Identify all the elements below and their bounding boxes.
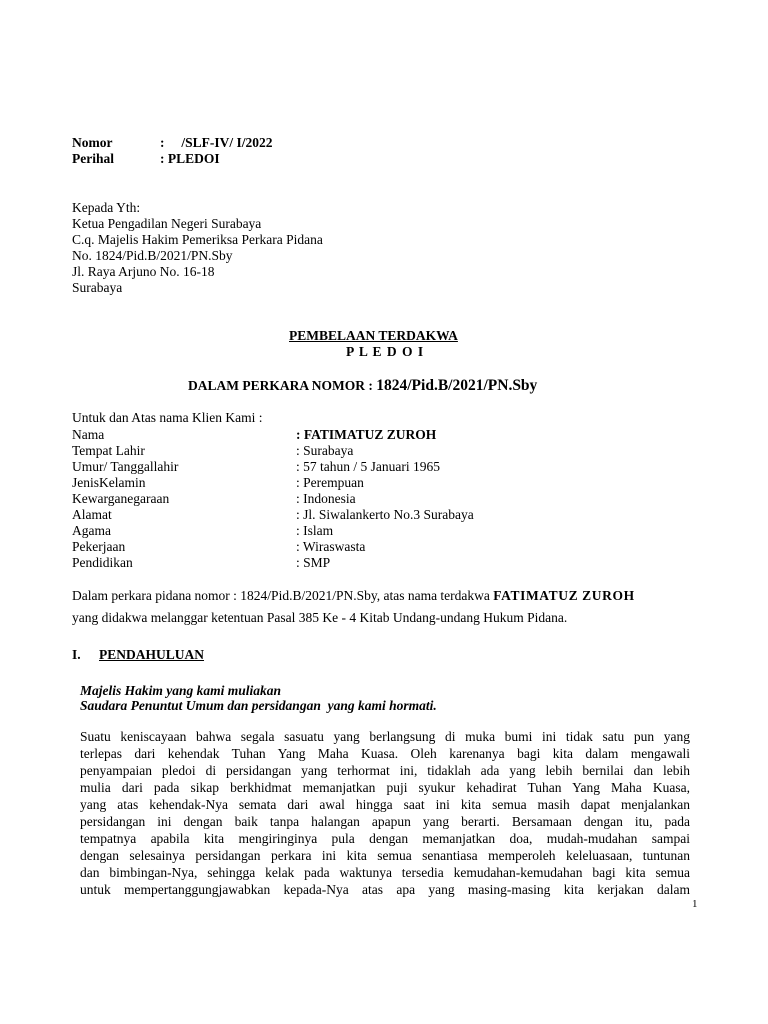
perihal-label: Perihal — [72, 151, 114, 166]
field-value: : Indonesia — [296, 491, 356, 506]
field-label: Pekerjaan — [72, 539, 126, 554]
field-value: : Perempuan — [296, 475, 364, 490]
body-line: yang atas kehendak-Nya semata dari awal hingga saat ini kita semua masih dapat menjalankan — [80, 797, 690, 812]
defendant-name: FATIMATUZ ZUROH — [493, 588, 635, 603]
section-number: I. — [72, 647, 81, 662]
recipient-line: C.q. Majelis Hakim Pemeriksa Perkara Pidana — [72, 232, 323, 247]
field-value: : SMP — [296, 555, 331, 570]
body-line: tempatnya apabila kita mengiringinya pula dengan memanjatkan doa, mudah-mudahan sampai — [80, 831, 690, 846]
field-value: : Wiraswasta — [296, 539, 366, 554]
field-value: : Jl. Siwalankerto No.3 Surabaya — [296, 507, 474, 522]
field-label: Tempat Lahir — [72, 443, 145, 458]
body-line: persidangan ini dengan baik tanpa halangan apapun yang berarti. Bersamaan dengan itu, pada — [80, 814, 690, 829]
body-line: terlepas dari kehendak Tuhan Yang Maha Kuasa. Oleh karenanya bagi kita dalam mengawali — [80, 746, 690, 761]
case-heading-label: DALAM PERKARA NOMOR : — [188, 378, 377, 393]
salutation-line: Majelis Hakim yang kami muliakan — [80, 683, 282, 698]
body-line: dan bimbingan-Nya, sehingga kelak pada waktunya tersedia kemudahan-kemudahan bagi kita semua — [80, 865, 690, 880]
page-number: 1 — [692, 898, 698, 910]
client-intro: Untuk dan Atas nama Klien Kami : — [72, 410, 263, 425]
field-label: Kewarganegaraan — [72, 491, 170, 506]
recipient-line: Jl. Raya Arjuno No. 16-18 — [72, 264, 215, 279]
body-line: untuk mempertanggungjawabkan kepada-Nya atas apa yang masing-masing kita kerjakan dalam — [80, 882, 690, 897]
body-line: dengan selesainya persidangan perkara ini kita semua senantiasa memperoleh keleluasaan, tuntunan — [80, 848, 690, 863]
perihal-value: : PLEDOI — [160, 151, 220, 166]
field-label: Agama — [72, 523, 111, 538]
field-value: : 57 tahun / 5 Januari 1965 — [296, 459, 440, 474]
field-label: Pendidikan — [72, 555, 133, 570]
field-label: Umur/ Tanggallahir — [72, 459, 179, 474]
case-statement-line — [72, 588, 699, 604]
recipient-line: Ketua Pengadilan Negeri Surabaya — [72, 216, 262, 231]
nomor-value: : /SLF-IV/ I/2022 — [160, 135, 273, 150]
recipient-line: Kepada Yth: — [72, 200, 141, 215]
recipient-line: No. 1824/Pid.B/2021/PN.Sby — [72, 248, 233, 263]
body-line: mulia dari pada sikap berkhidmat memanjatkan puji syukur kehadirat Tuhan Yang Maha Kuasa, — [80, 780, 690, 795]
salutation-line: Saudara Penuntut Umum dan persidangan yang kami hormati. — [80, 698, 437, 713]
section-title: PENDAHULUAN — [99, 647, 205, 662]
document-subtitle: P L E D O I — [346, 344, 425, 359]
field-value: : FATIMATUZ ZUROH — [296, 427, 437, 442]
field-value: : Surabaya — [296, 443, 354, 458]
nomor-label: Nomor — [72, 135, 113, 150]
case-statement-line: yang didakwa melanggar ketentuan Pasal 385 Ke - 4 Kitab Undang-undang Hukum Pidana. — [72, 610, 568, 625]
body-line: Suatu keniscayaan bahwa segala sasuatu yang berlangsung di muka bumi ini tidak satu pun yang — [80, 729, 690, 744]
field-label: Alamat — [72, 507, 112, 522]
recipient-line: Surabaya — [72, 280, 123, 295]
document-title: PEMBELAAN TERDAKWA — [289, 328, 458, 343]
case-number: 1824/Pid.B/2021/PN.Sby — [376, 377, 538, 394]
case-heading — [188, 377, 537, 395]
case-statement-text: Dalam perkara pidana nomor : 1824/Pid.B/2021/PN.Sby, atas nama terdakwa — [72, 588, 494, 603]
body-line: penyampaian pledoi di persidangan yang terhormat ini, tidaklah ada yang lebih bernilai dan lebih — [80, 763, 690, 778]
field-label: JenisKelamin — [72, 475, 146, 490]
field-label: Nama — [72, 427, 105, 442]
field-value: : Islam — [296, 523, 334, 538]
